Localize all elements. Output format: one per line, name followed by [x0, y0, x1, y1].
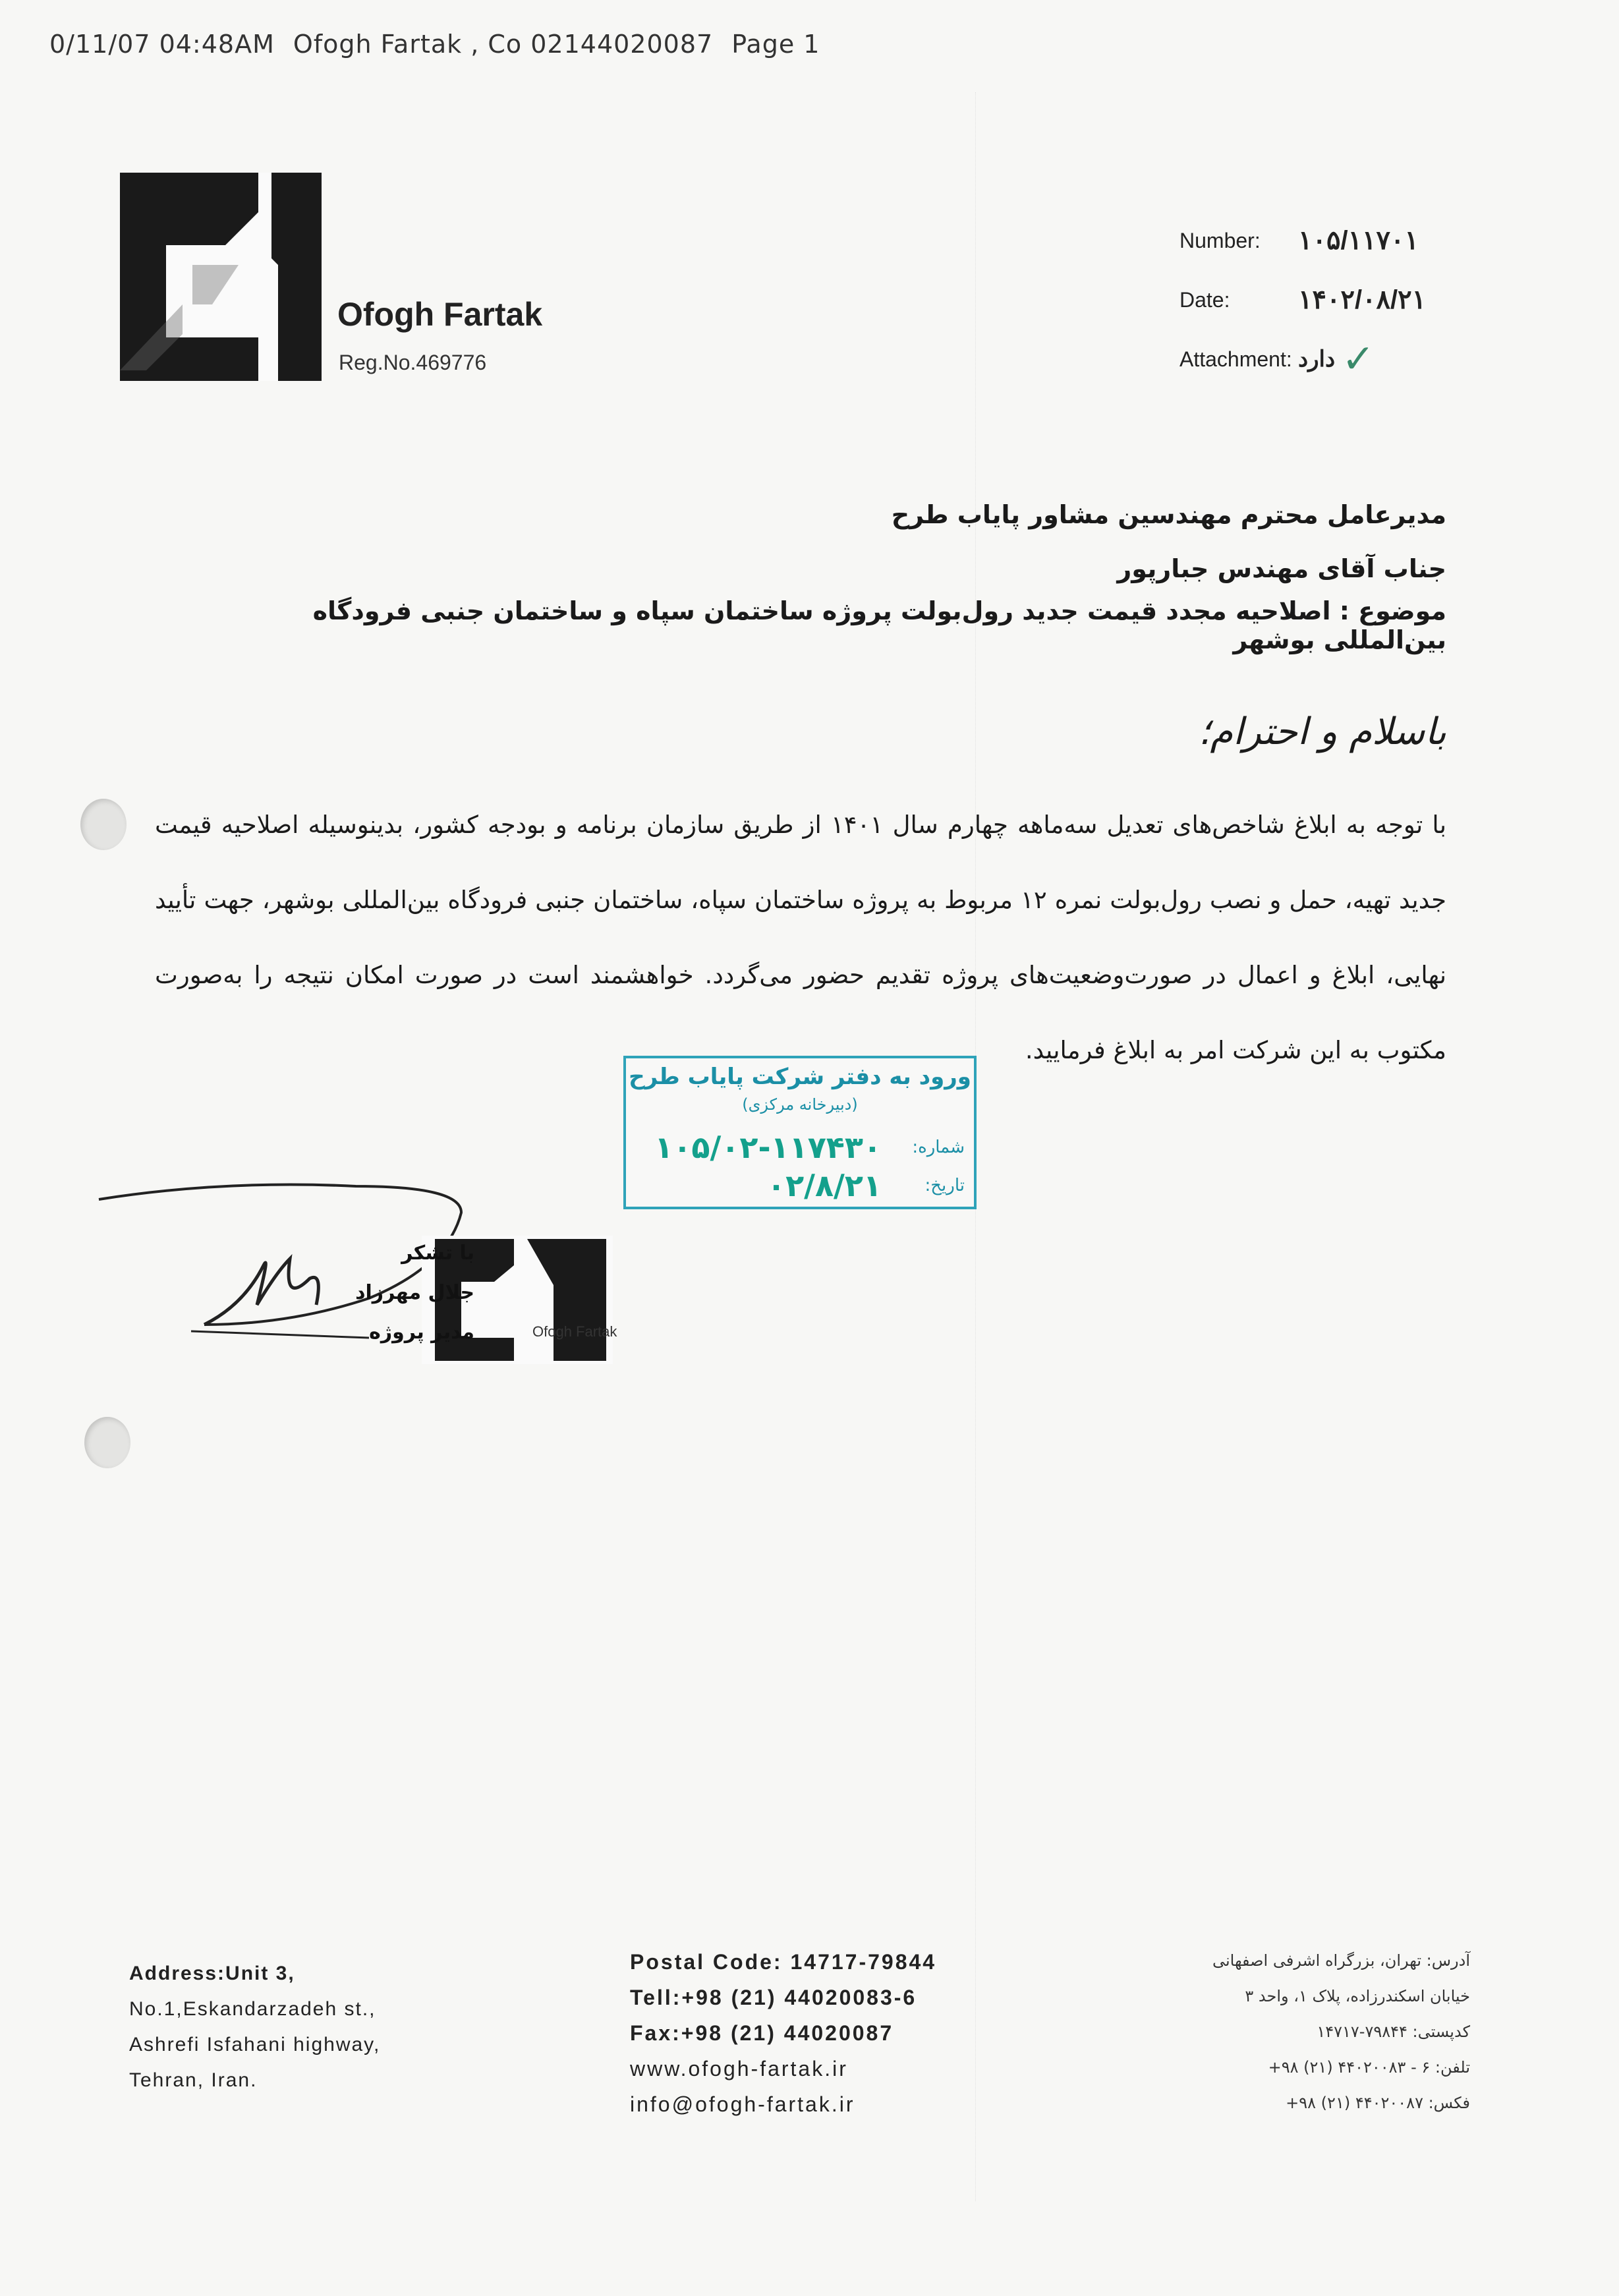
stamp-date-value: ۰۲/۸/۲۱: [767, 1168, 882, 1203]
stamp-subtitle: (دبیرخانه مرکزی): [742, 1095, 858, 1114]
number-label: Number:: [1179, 228, 1261, 252]
attachment-value: دارد: [1298, 347, 1336, 372]
address-line-2: No.1,Eskandarzadeh st.,: [129, 1998, 376, 2020]
stamp-title: ورود به دفتر شرکت پایاب طرح: [629, 1064, 971, 1090]
address-line-3: Ashrefi Isfahani highway,: [129, 2034, 381, 2055]
signature-area: [92, 1173, 672, 1391]
check-icon: ✓: [1342, 337, 1375, 381]
fax-page: Page 1: [731, 30, 820, 59]
fax-header: [49, 30, 838, 59]
date-label: Date:: [1179, 287, 1230, 312]
stamp-date-label: تاریخ:: [924, 1176, 965, 1195]
punch-hole-bottom: [84, 1417, 130, 1468]
signature-name: جلال مهرزاد: [355, 1281, 474, 1304]
telephone: Tell:+98 (21) 44020083-6: [630, 1986, 917, 2009]
company-logo-icon: [120, 173, 322, 381]
fa-address-line-1: آدرس: تهران، بزرگراه اشرفی اصفهانی: [1212, 1951, 1470, 1970]
receipt-stamp: [623, 1056, 977, 1209]
fa-telephone: تلفن: ۶ - ۴۴۰۲۰۰۸۳ (۲۱) ۹۸+: [1268, 2058, 1470, 2077]
fax-datetime: 0/11/07 04:48AM: [49, 30, 275, 59]
postal-code: Postal Code: 14717-79844: [630, 1950, 937, 1974]
stamp-number-label: شماره:: [912, 1137, 965, 1157]
number-row: [1179, 211, 1426, 270]
address-line-1: Address:Unit 3,: [129, 1963, 295, 1984]
number-value: ۱۰۵/۱۱۷۰۱: [1298, 226, 1419, 255]
date-value: ۱۴۰۲/۰۸/۲۱: [1298, 285, 1427, 314]
signature-thanks: با تشکر: [401, 1242, 474, 1265]
website-link[interactable]: www.ofogh-fartak.ir: [630, 2057, 848, 2081]
fax-number: Fax:+98 (21) 44020087: [630, 2021, 894, 2045]
stamp-number-value: ۱۰۵/۰۲-۱۱۷۴۳۰: [654, 1130, 882, 1165]
footer-contact: [630, 1944, 936, 2122]
attachment-label: Attachment:: [1179, 347, 1292, 371]
fa-address-line-2: خیابان اسکندرزاده، پلاک ۱، واحد ۳: [1245, 1987, 1470, 2005]
address-line-4: Tehran, Iran.: [129, 2069, 258, 2091]
fa-postal-code: کدپستی: ۷۹۸۴۴-۱۴۷۱۷: [1317, 2023, 1470, 2041]
registration-number: Reg.No.469776: [339, 351, 487, 374]
fax-sender: Ofogh Fartak , Co 02144020087: [293, 30, 714, 59]
recipient-name: جناب آقای مهندس جبارپور: [1117, 554, 1446, 583]
footer-address-en: [129, 1956, 380, 2098]
letter-meta: [1179, 211, 1426, 389]
footer-address-fa: [1212, 1943, 1470, 2121]
attachment-row: [1179, 330, 1426, 389]
greeting: باسلام و احترام؛: [1198, 710, 1446, 753]
recipient-title: مدیرعامل محترم مهندسین مشاور پایاب طرح: [891, 500, 1446, 529]
punch-hole-top: [80, 799, 127, 850]
letter-body: با توجه به ابلاغ شاخص‌های تعدیل سه‌ماهه چهارم سال ۱۴۰۱ از طریق سازمان برنامه و بودجه کشور، بدینوسیله اصلاحیه قیمت جدید تهیه، حمل و نصب رول‌بولت نمره ۱۲ مربوط به پروژه ساختمان سپاه، ساختمان جنبی فرودگاه بین‌المللی بوشهر، جهت تأیید نهایی، ابلاغ و اعمال در صورت‌وضعیت‌های پروژه تقدیم حضور می‌گردد. خواهشمند است در صورت امکان نتیجه را به‌صورت مکتوب به این شرکت امر به ابلاغ فرمایید.: [155, 811, 1446, 1064]
subject-line: موضوع : اصلاحیه مجدد قیمت جدید رول‌بولت پروژه ساختمان سپاه و ساختمان جنبی فرودگاه بین‌المللی بوشهر: [312, 596, 1446, 654]
email-link[interactable]: info@ofogh-fartak.ir: [630, 2092, 855, 2116]
recipient-block: [892, 488, 1446, 596]
signature-role: مدیر پروژه: [369, 1321, 474, 1344]
signature-stamp-text: Ofogh Fartak: [532, 1323, 617, 1340]
fa-fax: فکس: ۴۴۰۲۰۰۸۷ (۲۱) ۹۸+: [1286, 2094, 1470, 2112]
date-row: [1179, 270, 1426, 330]
company-name: Ofogh Fartak: [337, 296, 543, 333]
